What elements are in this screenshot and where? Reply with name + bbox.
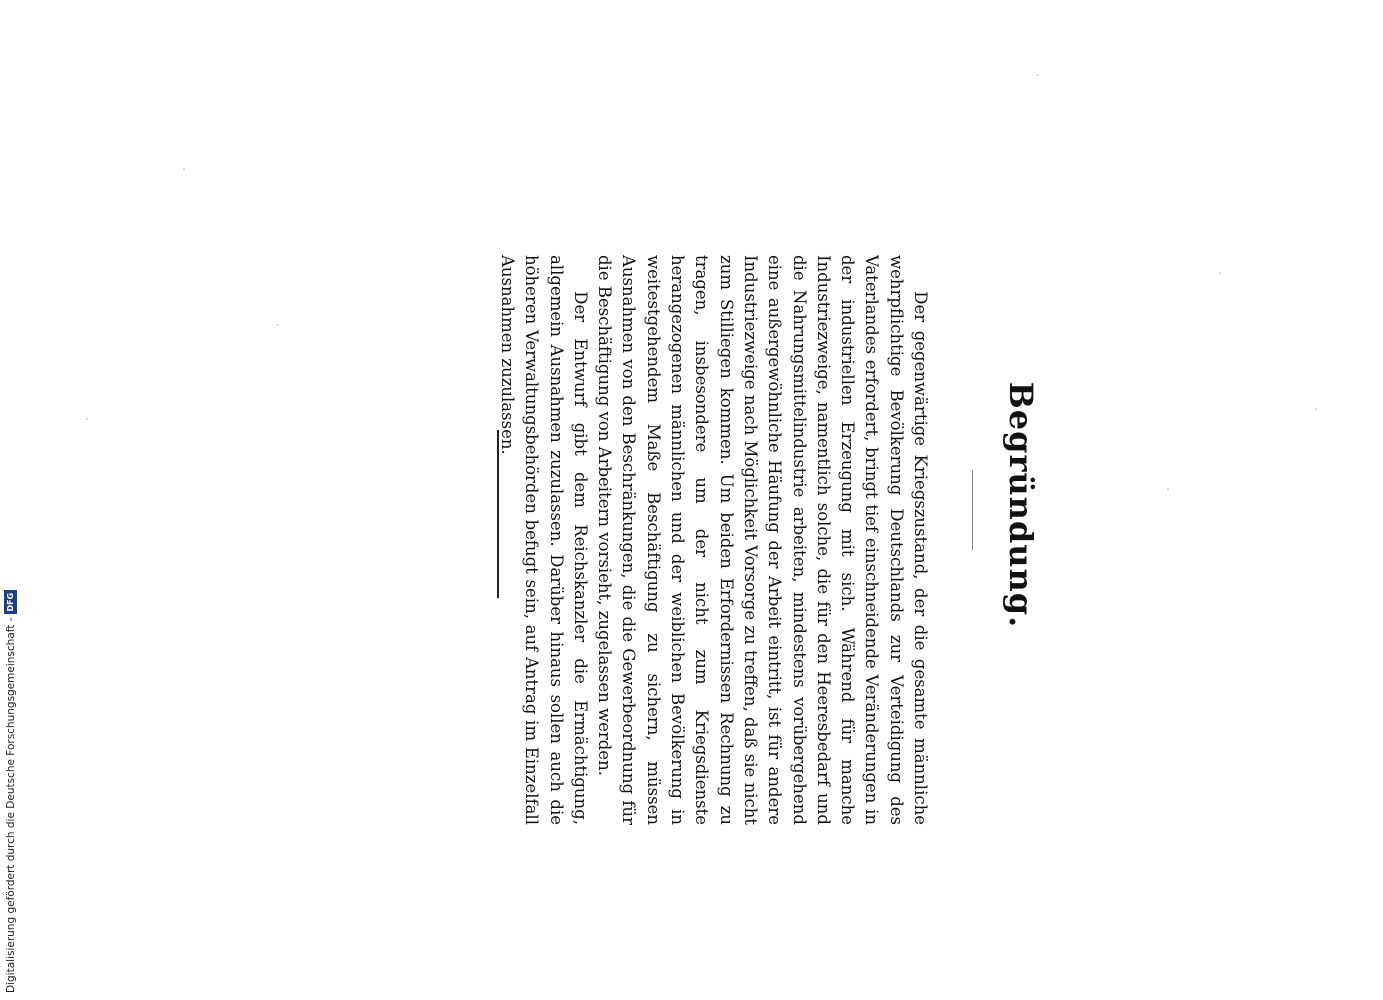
document-page bbox=[497, 165, 1040, 845]
document-heading: Begründung. bbox=[1002, 381, 1040, 629]
paragraph-1: Der gegenwärtige Kriegszustand, der die gesamte männliche wehrpflichtige Bevölkerung Deutschlands zur Verteidigung des Vaterlandes erfordert, bringt tief einschneidende Veränderungen in der industriellen Erzeugung mit sich. Während für manche Industriezweige, namentlich solche, die für den Heeresbedarf und die Nahrungsmittelindustrie arbeiten, mindestens vorübergehend eine außergewöhnliche Häufung der Arbeit eintritt, ist für andere Industriezweige nach Möglichkeit Vorsorge zu treffen, daß sie nicht zum Stilliegen kommen. Um beiden Erfordernissen Rechnung zu tragen, insbesondere um der nicht zum Kriegsdienste herangezogenen männlichen und der weiblichen Bevölkerung in weitestgehendem Maße Beschäftigung zu sichern, müssen Ausnahmen von den Beschränkungen, die die Gewerbeordnung für die Beschäftigung von Arbeitern vorsieht, zugelassen werden. bbox=[595, 255, 930, 825]
scan-speck bbox=[1037, 74, 1039, 76]
dfg-logo: DFG bbox=[4, 590, 17, 615]
heading-divider bbox=[972, 470, 973, 550]
digitization-credit bbox=[4, 590, 17, 993]
scan-speck bbox=[1167, 488, 1169, 490]
closing-divider bbox=[497, 430, 499, 598]
document-body bbox=[495, 255, 932, 825]
credit-text: Digitalisierung gefördert durch die Deutsche Forschungsgemeinschaft - bbox=[4, 617, 17, 993]
scan-speck bbox=[1315, 408, 1317, 410]
scan-speck bbox=[86, 418, 88, 420]
scan-speck bbox=[277, 324, 279, 326]
paragraph-2: Der Entwurf gibt dem Reichskanzler die Ermächtigung, allgemein Ausnahmen zuzulassen. Darüber hinaus sollen auch die höheren Verwaltungsbehörden befugt sein, auf Antrag im Einzelfall Ausnahmen zuzulassen. bbox=[497, 255, 590, 825]
scan-speck bbox=[1219, 272, 1221, 274]
scan-speck bbox=[183, 168, 185, 170]
